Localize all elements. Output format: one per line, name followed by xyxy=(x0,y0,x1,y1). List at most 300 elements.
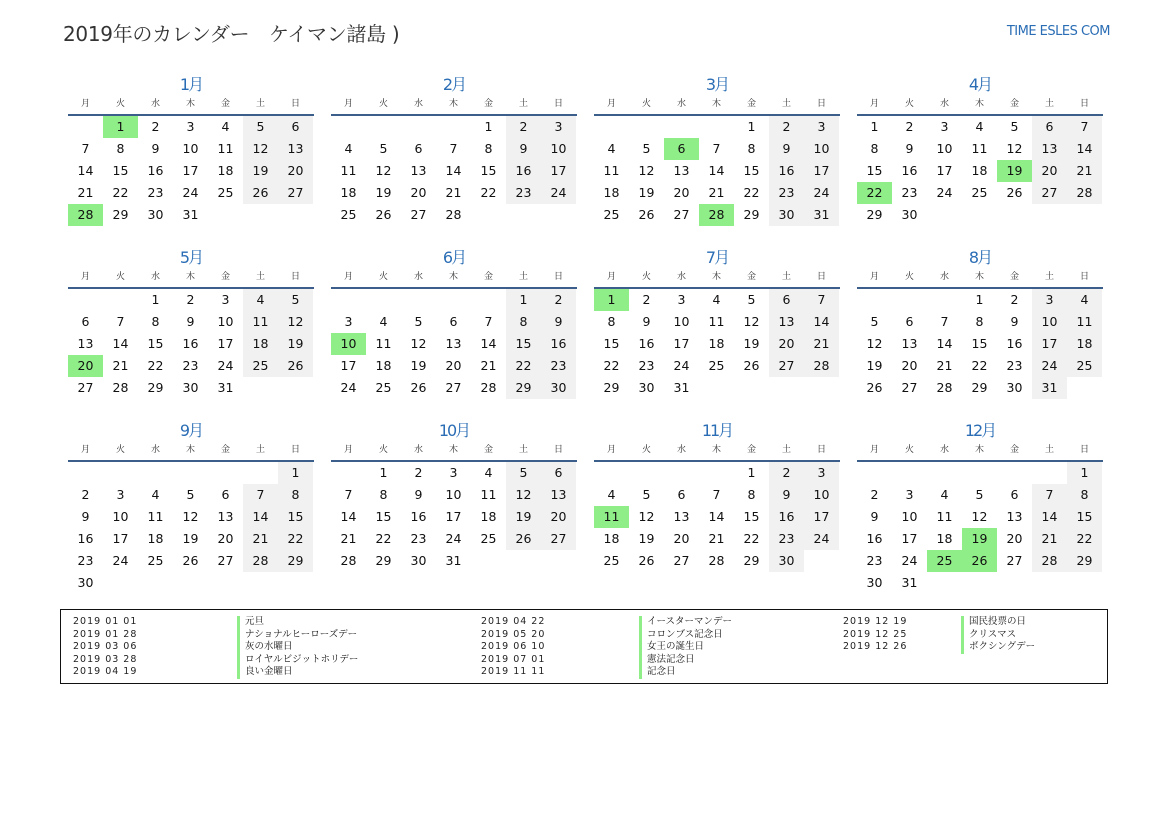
day-cell[interactable]: 11 xyxy=(340,163,357,178)
day-cell[interactable]: 1 xyxy=(278,462,313,484)
holiday-day-cell[interactable]: 22 xyxy=(857,182,892,204)
day-cell[interactable]: 2 xyxy=(870,487,879,502)
day-cell[interactable]: 15 xyxy=(112,163,129,178)
holiday-day-cell[interactable]: 6 xyxy=(664,138,699,160)
day-cell[interactable]: 12 xyxy=(971,509,988,524)
day-cell[interactable]: 2 xyxy=(414,465,423,480)
day-cell[interactable]: 4 xyxy=(712,292,721,307)
holiday-day-cell[interactable]: 1 xyxy=(103,116,138,138)
day-cell[interactable]: 14 xyxy=(112,336,129,351)
day-cell[interactable]: 5 xyxy=(747,292,756,307)
day-cell[interactable]: 6 xyxy=(414,141,423,156)
day-cell[interactable]: 4 xyxy=(1067,289,1102,311)
day-cell[interactable]: 26 xyxy=(243,182,278,204)
day-cell[interactable]: 24 xyxy=(112,553,129,568)
day-cell[interactable]: 25 xyxy=(243,355,278,377)
day-cell[interactable]: 9 xyxy=(642,314,651,329)
day-cell[interactable]: 16 xyxy=(769,506,804,528)
day-cell[interactable]: 20 xyxy=(541,506,576,528)
day-cell[interactable]: 27 xyxy=(278,182,313,204)
day-cell[interactable]: 24 xyxy=(901,553,918,568)
day-cell[interactable]: 1 xyxy=(975,292,984,307)
day-cell[interactable]: 28 xyxy=(243,550,278,572)
day-cell[interactable]: 30 xyxy=(77,575,94,590)
day-cell[interactable]: 4 xyxy=(344,141,353,156)
day-cell[interactable]: 20 xyxy=(673,531,690,546)
day-cell[interactable]: 18 xyxy=(1067,333,1102,355)
day-cell[interactable]: 7 xyxy=(243,484,278,506)
day-cell[interactable]: 24 xyxy=(936,185,953,200)
day-cell[interactable]: 2 xyxy=(151,119,160,134)
day-cell[interactable]: 13 xyxy=(1006,509,1023,524)
holiday-day-cell[interactable]: 20 xyxy=(68,355,103,377)
day-cell[interactable]: 25 xyxy=(375,380,392,395)
day-cell[interactable]: 27 xyxy=(77,380,94,395)
day-cell[interactable]: 12 xyxy=(182,509,199,524)
day-cell[interactable]: 22 xyxy=(1067,528,1102,550)
day-cell[interactable]: 23 xyxy=(769,528,804,550)
day-cell[interactable]: 18 xyxy=(480,509,497,524)
day-cell[interactable]: 3 xyxy=(905,487,914,502)
day-cell[interactable]: 26 xyxy=(1006,185,1023,200)
day-cell[interactable]: 13 xyxy=(673,509,690,524)
day-cell[interactable]: 8 xyxy=(975,314,984,329)
day-cell[interactable]: 10 xyxy=(217,314,234,329)
day-cell[interactable]: 22 xyxy=(603,358,620,373)
holiday-day-cell[interactable]: 19 xyxy=(997,160,1032,182)
day-cell[interactable]: 31 xyxy=(901,575,918,590)
day-cell[interactable]: 3 xyxy=(221,292,230,307)
day-cell[interactable]: 11 xyxy=(936,509,953,524)
day-cell[interactable]: 23 xyxy=(901,185,918,200)
day-cell[interactable]: 6 xyxy=(449,314,458,329)
day-cell[interactable]: 3 xyxy=(677,292,686,307)
day-cell[interactable]: 11 xyxy=(971,141,988,156)
holiday-day-cell[interactable]: 25 xyxy=(927,550,962,572)
day-cell[interactable]: 26 xyxy=(638,207,655,222)
day-cell[interactable]: 9 xyxy=(769,484,804,506)
day-cell[interactable]: 25 xyxy=(147,553,164,568)
day-cell[interactable]: 22 xyxy=(743,185,760,200)
day-cell[interactable]: 5 xyxy=(414,314,423,329)
day-cell[interactable]: 7 xyxy=(484,314,493,329)
day-cell[interactable]: 15 xyxy=(480,163,497,178)
day-cell[interactable]: 13 xyxy=(673,163,690,178)
day-cell[interactable]: 30 xyxy=(147,207,164,222)
day-cell[interactable]: 13 xyxy=(541,484,576,506)
day-cell[interactable]: 2 xyxy=(642,292,651,307)
day-cell[interactable]: 12 xyxy=(410,336,427,351)
day-cell[interactable]: 12 xyxy=(638,509,655,524)
day-cell[interactable]: 27 xyxy=(769,355,804,377)
day-cell[interactable]: 29 xyxy=(743,207,760,222)
day-cell[interactable]: 8 xyxy=(607,314,616,329)
day-cell[interactable]: 7 xyxy=(116,314,125,329)
day-cell[interactable]: 6 xyxy=(541,462,576,484)
day-cell[interactable]: 19 xyxy=(243,160,278,182)
day-cell[interactable]: 25 xyxy=(1067,355,1102,377)
day-cell[interactable]: 8 xyxy=(379,487,388,502)
day-cell[interactable]: 12 xyxy=(506,484,541,506)
day-cell[interactable]: 3 xyxy=(804,116,839,138)
day-cell[interactable]: 6 xyxy=(1010,487,1019,502)
day-cell[interactable]: 9 xyxy=(186,314,195,329)
day-cell[interactable]: 23 xyxy=(638,358,655,373)
day-cell[interactable]: 28 xyxy=(112,380,129,395)
day-cell[interactable]: 14 xyxy=(243,506,278,528)
day-cell[interactable]: 14 xyxy=(1032,506,1067,528)
day-cell[interactable]: 18 xyxy=(340,185,357,200)
day-cell[interactable]: 25 xyxy=(708,358,725,373)
day-cell[interactable]: 19 xyxy=(866,358,883,373)
day-cell[interactable]: 22 xyxy=(506,355,541,377)
day-cell[interactable]: 18 xyxy=(603,531,620,546)
day-cell[interactable]: 17 xyxy=(901,531,918,546)
day-cell[interactable]: 16 xyxy=(1006,336,1023,351)
day-cell[interactable]: 19 xyxy=(638,531,655,546)
day-cell[interactable]: 9 xyxy=(870,509,879,524)
day-cell[interactable]: 7 xyxy=(712,487,721,502)
day-cell[interactable]: 5 xyxy=(642,141,651,156)
day-cell[interactable]: 26 xyxy=(410,380,427,395)
day-cell[interactable]: 21 xyxy=(804,333,839,355)
day-cell[interactable]: 17 xyxy=(936,163,953,178)
day-cell[interactable]: 5 xyxy=(642,487,651,502)
day-cell[interactable]: 15 xyxy=(743,509,760,524)
day-cell[interactable]: 10 xyxy=(1032,311,1067,333)
day-cell[interactable]: 26 xyxy=(278,355,313,377)
day-cell[interactable]: 23 xyxy=(77,553,94,568)
day-cell[interactable]: 23 xyxy=(866,553,883,568)
day-cell[interactable]: 17 xyxy=(804,160,839,182)
day-cell[interactable]: 24 xyxy=(340,380,357,395)
day-cell[interactable]: 9 xyxy=(414,487,423,502)
day-cell[interactable]: 2 xyxy=(541,289,576,311)
holiday-day-cell[interactable]: 11 xyxy=(594,506,629,528)
day-cell[interactable]: 28 xyxy=(340,553,357,568)
day-cell[interactable]: 12 xyxy=(243,138,278,160)
day-cell[interactable]: 3 xyxy=(804,462,839,484)
day-cell[interactable]: 11 xyxy=(708,314,725,329)
day-cell[interactable]: 6 xyxy=(221,487,230,502)
day-cell[interactable]: 21 xyxy=(112,358,129,373)
day-cell[interactable]: 19 xyxy=(375,185,392,200)
day-cell[interactable]: 15 xyxy=(1067,506,1102,528)
day-cell[interactable]: 21 xyxy=(77,185,94,200)
day-cell[interactable]: 9 xyxy=(81,509,90,524)
day-cell[interactable]: 17 xyxy=(217,336,234,351)
day-cell[interactable]: 20 xyxy=(769,333,804,355)
day-cell[interactable]: 18 xyxy=(243,333,278,355)
day-cell[interactable]: 1 xyxy=(870,119,879,134)
day-cell[interactable]: 17 xyxy=(541,160,576,182)
day-cell[interactable]: 27 xyxy=(541,528,576,550)
day-cell[interactable]: 8 xyxy=(870,141,879,156)
day-cell[interactable]: 9 xyxy=(1010,314,1019,329)
day-cell[interactable]: 4 xyxy=(151,487,160,502)
day-cell[interactable]: 27 xyxy=(217,553,234,568)
day-cell[interactable]: 3 xyxy=(116,487,125,502)
day-cell[interactable]: 13 xyxy=(445,336,462,351)
day-cell[interactable]: 4 xyxy=(607,141,616,156)
day-cell[interactable]: 21 xyxy=(708,185,725,200)
day-cell[interactable]: 2 xyxy=(506,116,541,138)
day-cell[interactable]: 3 xyxy=(344,314,353,329)
day-cell[interactable]: 5 xyxy=(243,116,278,138)
day-cell[interactable]: 3 xyxy=(1032,289,1067,311)
day-cell[interactable]: 15 xyxy=(375,509,392,524)
day-cell[interactable]: 20 xyxy=(1006,531,1023,546)
day-cell[interactable]: 9 xyxy=(541,311,576,333)
day-cell[interactable]: 30 xyxy=(182,380,199,395)
day-cell[interactable]: 7 xyxy=(1032,484,1067,506)
day-cell[interactable]: 23 xyxy=(410,531,427,546)
day-cell[interactable]: 5 xyxy=(186,487,195,502)
day-cell[interactable]: 15 xyxy=(147,336,164,351)
day-cell[interactable]: 4 xyxy=(243,289,278,311)
day-cell[interactable]: 31 xyxy=(445,553,462,568)
day-cell[interactable]: 18 xyxy=(936,531,953,546)
day-cell[interactable]: 22 xyxy=(743,531,760,546)
day-cell[interactable]: 4 xyxy=(221,119,230,134)
day-cell[interactable]: 29 xyxy=(866,207,883,222)
holiday-day-cell[interactable]: 26 xyxy=(962,550,997,572)
day-cell[interactable]: 31 xyxy=(182,207,199,222)
day-cell[interactable]: 5 xyxy=(506,462,541,484)
day-cell[interactable]: 4 xyxy=(379,314,388,329)
day-cell[interactable]: 29 xyxy=(112,207,129,222)
day-cell[interactable]: 10 xyxy=(541,138,576,160)
site-name[interactable]: TIME ESLES COM xyxy=(1006,24,1110,39)
day-cell[interactable]: 24 xyxy=(182,185,199,200)
day-cell[interactable]: 19 xyxy=(182,531,199,546)
holiday-day-cell[interactable]: 28 xyxy=(699,204,734,226)
day-cell[interactable]: 22 xyxy=(375,531,392,546)
day-cell[interactable]: 25 xyxy=(340,207,357,222)
day-cell[interactable]: 29 xyxy=(278,550,313,572)
day-cell[interactable]: 10 xyxy=(936,141,953,156)
day-cell[interactable]: 29 xyxy=(1067,550,1102,572)
day-cell[interactable]: 21 xyxy=(445,185,462,200)
day-cell[interactable]: 22 xyxy=(147,358,164,373)
day-cell[interactable]: 24 xyxy=(1032,355,1067,377)
day-cell[interactable]: 3 xyxy=(940,119,949,134)
day-cell[interactable]: 10 xyxy=(901,509,918,524)
day-cell[interactable]: 27 xyxy=(445,380,462,395)
day-cell[interactable]: 30 xyxy=(866,575,883,590)
day-cell[interactable]: 8 xyxy=(278,484,313,506)
day-cell[interactable]: 8 xyxy=(1067,484,1102,506)
day-cell[interactable]: 7 xyxy=(344,487,353,502)
day-cell[interactable]: 1 xyxy=(1067,462,1102,484)
day-cell[interactable]: 23 xyxy=(506,182,541,204)
day-cell[interactable]: 30 xyxy=(1006,380,1023,395)
day-cell[interactable]: 27 xyxy=(901,380,918,395)
day-cell[interactable]: 3 xyxy=(541,116,576,138)
day-cell[interactable]: 18 xyxy=(375,358,392,373)
day-cell[interactable]: 17 xyxy=(340,358,357,373)
day-cell[interactable]: 30 xyxy=(638,380,655,395)
day-cell[interactable]: 16 xyxy=(901,163,918,178)
day-cell[interactable]: 7 xyxy=(804,289,839,311)
day-cell[interactable]: 21 xyxy=(936,358,953,373)
day-cell[interactable]: 18 xyxy=(217,163,234,178)
day-cell[interactable]: 11 xyxy=(603,163,620,178)
day-cell[interactable]: 8 xyxy=(506,311,541,333)
day-cell[interactable]: 14 xyxy=(445,163,462,178)
day-cell[interactable]: 29 xyxy=(603,380,620,395)
day-cell[interactable]: 30 xyxy=(541,377,576,399)
day-cell[interactable]: 24 xyxy=(804,528,839,550)
day-cell[interactable]: 21 xyxy=(708,531,725,546)
day-cell[interactable]: 7 xyxy=(81,141,90,156)
day-cell[interactable]: 1 xyxy=(506,289,541,311)
day-cell[interactable]: 26 xyxy=(866,380,883,395)
day-cell[interactable]: 11 xyxy=(147,509,164,524)
day-cell[interactable]: 6 xyxy=(81,314,90,329)
day-cell[interactable]: 16 xyxy=(77,531,94,546)
day-cell[interactable]: 11 xyxy=(375,336,392,351)
day-cell[interactable]: 21 xyxy=(340,531,357,546)
day-cell[interactable]: 2 xyxy=(81,487,90,502)
day-cell[interactable]: 16 xyxy=(410,509,427,524)
day-cell[interactable]: 15 xyxy=(506,333,541,355)
day-cell[interactable]: 20 xyxy=(278,160,313,182)
day-cell[interactable]: 21 xyxy=(480,358,497,373)
day-cell[interactable]: 27 xyxy=(673,553,690,568)
day-cell[interactable]: 12 xyxy=(743,314,760,329)
day-cell[interactable]: 17 xyxy=(673,336,690,351)
day-cell[interactable]: 21 xyxy=(1067,160,1102,182)
day-cell[interactable]: 21 xyxy=(243,528,278,550)
day-cell[interactable]: 28 xyxy=(1032,550,1067,572)
day-cell[interactable]: 24 xyxy=(217,358,234,373)
day-cell[interactable]: 28 xyxy=(708,553,725,568)
day-cell[interactable]: 1 xyxy=(379,465,388,480)
day-cell[interactable]: 23 xyxy=(1006,358,1023,373)
day-cell[interactable]: 18 xyxy=(603,185,620,200)
day-cell[interactable]: 16 xyxy=(147,163,164,178)
day-cell[interactable]: 12 xyxy=(278,311,313,333)
day-cell[interactable]: 12 xyxy=(866,336,883,351)
day-cell[interactable]: 28 xyxy=(480,380,497,395)
day-cell[interactable]: 4 xyxy=(607,487,616,502)
day-cell[interactable]: 25 xyxy=(480,531,497,546)
day-cell[interactable]: 30 xyxy=(769,204,804,226)
day-cell[interactable]: 15 xyxy=(971,336,988,351)
day-cell[interactable]: 20 xyxy=(410,185,427,200)
day-cell[interactable]: 5 xyxy=(379,141,388,156)
day-cell[interactable]: 16 xyxy=(182,336,199,351)
day-cell[interactable]: 8 xyxy=(151,314,160,329)
day-cell[interactable]: 7 xyxy=(712,141,721,156)
day-cell[interactable]: 20 xyxy=(217,531,234,546)
day-cell[interactable]: 17 xyxy=(1032,333,1067,355)
day-cell[interactable]: 26 xyxy=(506,528,541,550)
day-cell[interactable]: 7 xyxy=(1067,116,1102,138)
day-cell[interactable]: 15 xyxy=(278,506,313,528)
day-cell[interactable]: 29 xyxy=(971,380,988,395)
holiday-day-cell[interactable]: 19 xyxy=(962,528,997,550)
day-cell[interactable]: 10 xyxy=(804,138,839,160)
day-cell[interactable]: 14 xyxy=(1067,138,1102,160)
holiday-day-cell[interactable]: 10 xyxy=(331,333,366,355)
day-cell[interactable]: 18 xyxy=(971,163,988,178)
day-cell[interactable]: 10 xyxy=(112,509,129,524)
day-cell[interactable]: 12 xyxy=(638,163,655,178)
day-cell[interactable]: 5 xyxy=(870,314,879,329)
day-cell[interactable]: 22 xyxy=(278,528,313,550)
day-cell[interactable]: 5 xyxy=(1010,119,1019,134)
day-cell[interactable]: 27 xyxy=(1032,182,1067,204)
day-cell[interactable]: 16 xyxy=(541,333,576,355)
day-cell[interactable]: 16 xyxy=(866,531,883,546)
day-cell[interactable]: 23 xyxy=(541,355,576,377)
day-cell[interactable]: 16 xyxy=(506,160,541,182)
day-cell[interactable]: 15 xyxy=(603,336,620,351)
day-cell[interactable]: 24 xyxy=(673,358,690,373)
holiday-day-cell[interactable]: 1 xyxy=(594,289,629,311)
day-cell[interactable]: 24 xyxy=(445,531,462,546)
day-cell[interactable]: 14 xyxy=(708,509,725,524)
day-cell[interactable]: 26 xyxy=(743,358,760,373)
day-cell[interactable]: 10 xyxy=(804,484,839,506)
day-cell[interactable]: 5 xyxy=(278,289,313,311)
day-cell[interactable]: 6 xyxy=(769,289,804,311)
day-cell[interactable]: 12 xyxy=(375,163,392,178)
day-cell[interactable]: 2 xyxy=(769,462,804,484)
day-cell[interactable]: 26 xyxy=(638,553,655,568)
day-cell[interactable]: 6 xyxy=(278,116,313,138)
day-cell[interactable]: 13 xyxy=(278,138,313,160)
day-cell[interactable]: 27 xyxy=(1006,553,1023,568)
day-cell[interactable]: 2 xyxy=(905,119,914,134)
day-cell[interactable]: 27 xyxy=(673,207,690,222)
day-cell[interactable]: 4 xyxy=(975,119,984,134)
day-cell[interactable]: 13 xyxy=(769,311,804,333)
day-cell[interactable]: 2 xyxy=(1010,292,1019,307)
day-cell[interactable]: 8 xyxy=(116,141,125,156)
day-cell[interactable]: 17 xyxy=(804,506,839,528)
holiday-day-cell[interactable]: 28 xyxy=(68,204,103,226)
day-cell[interactable]: 28 xyxy=(1067,182,1102,204)
day-cell[interactable]: 11 xyxy=(243,311,278,333)
day-cell[interactable]: 24 xyxy=(541,182,576,204)
day-cell[interactable]: 19 xyxy=(506,506,541,528)
day-cell[interactable]: 19 xyxy=(410,358,427,373)
day-cell[interactable]: 1 xyxy=(747,119,756,134)
day-cell[interactable]: 13 xyxy=(77,336,94,351)
day-cell[interactable]: 18 xyxy=(147,531,164,546)
day-cell[interactable]: 10 xyxy=(445,487,462,502)
day-cell[interactable]: 17 xyxy=(112,531,129,546)
day-cell[interactable]: 28 xyxy=(445,207,462,222)
day-cell[interactable]: 9 xyxy=(151,141,160,156)
day-cell[interactable]: 29 xyxy=(375,553,392,568)
day-cell[interactable]: 14 xyxy=(480,336,497,351)
day-cell[interactable]: 14 xyxy=(708,163,725,178)
day-cell[interactable]: 20 xyxy=(445,358,462,373)
day-cell[interactable]: 19 xyxy=(743,336,760,351)
day-cell[interactable]: 3 xyxy=(449,465,458,480)
day-cell[interactable]: 16 xyxy=(769,160,804,182)
day-cell[interactable]: 26 xyxy=(375,207,392,222)
day-cell[interactable]: 29 xyxy=(506,377,541,399)
day-cell[interactable]: 20 xyxy=(673,185,690,200)
day-cell[interactable]: 8 xyxy=(747,487,756,502)
day-cell[interactable]: 25 xyxy=(603,553,620,568)
day-cell[interactable]: 15 xyxy=(743,163,760,178)
